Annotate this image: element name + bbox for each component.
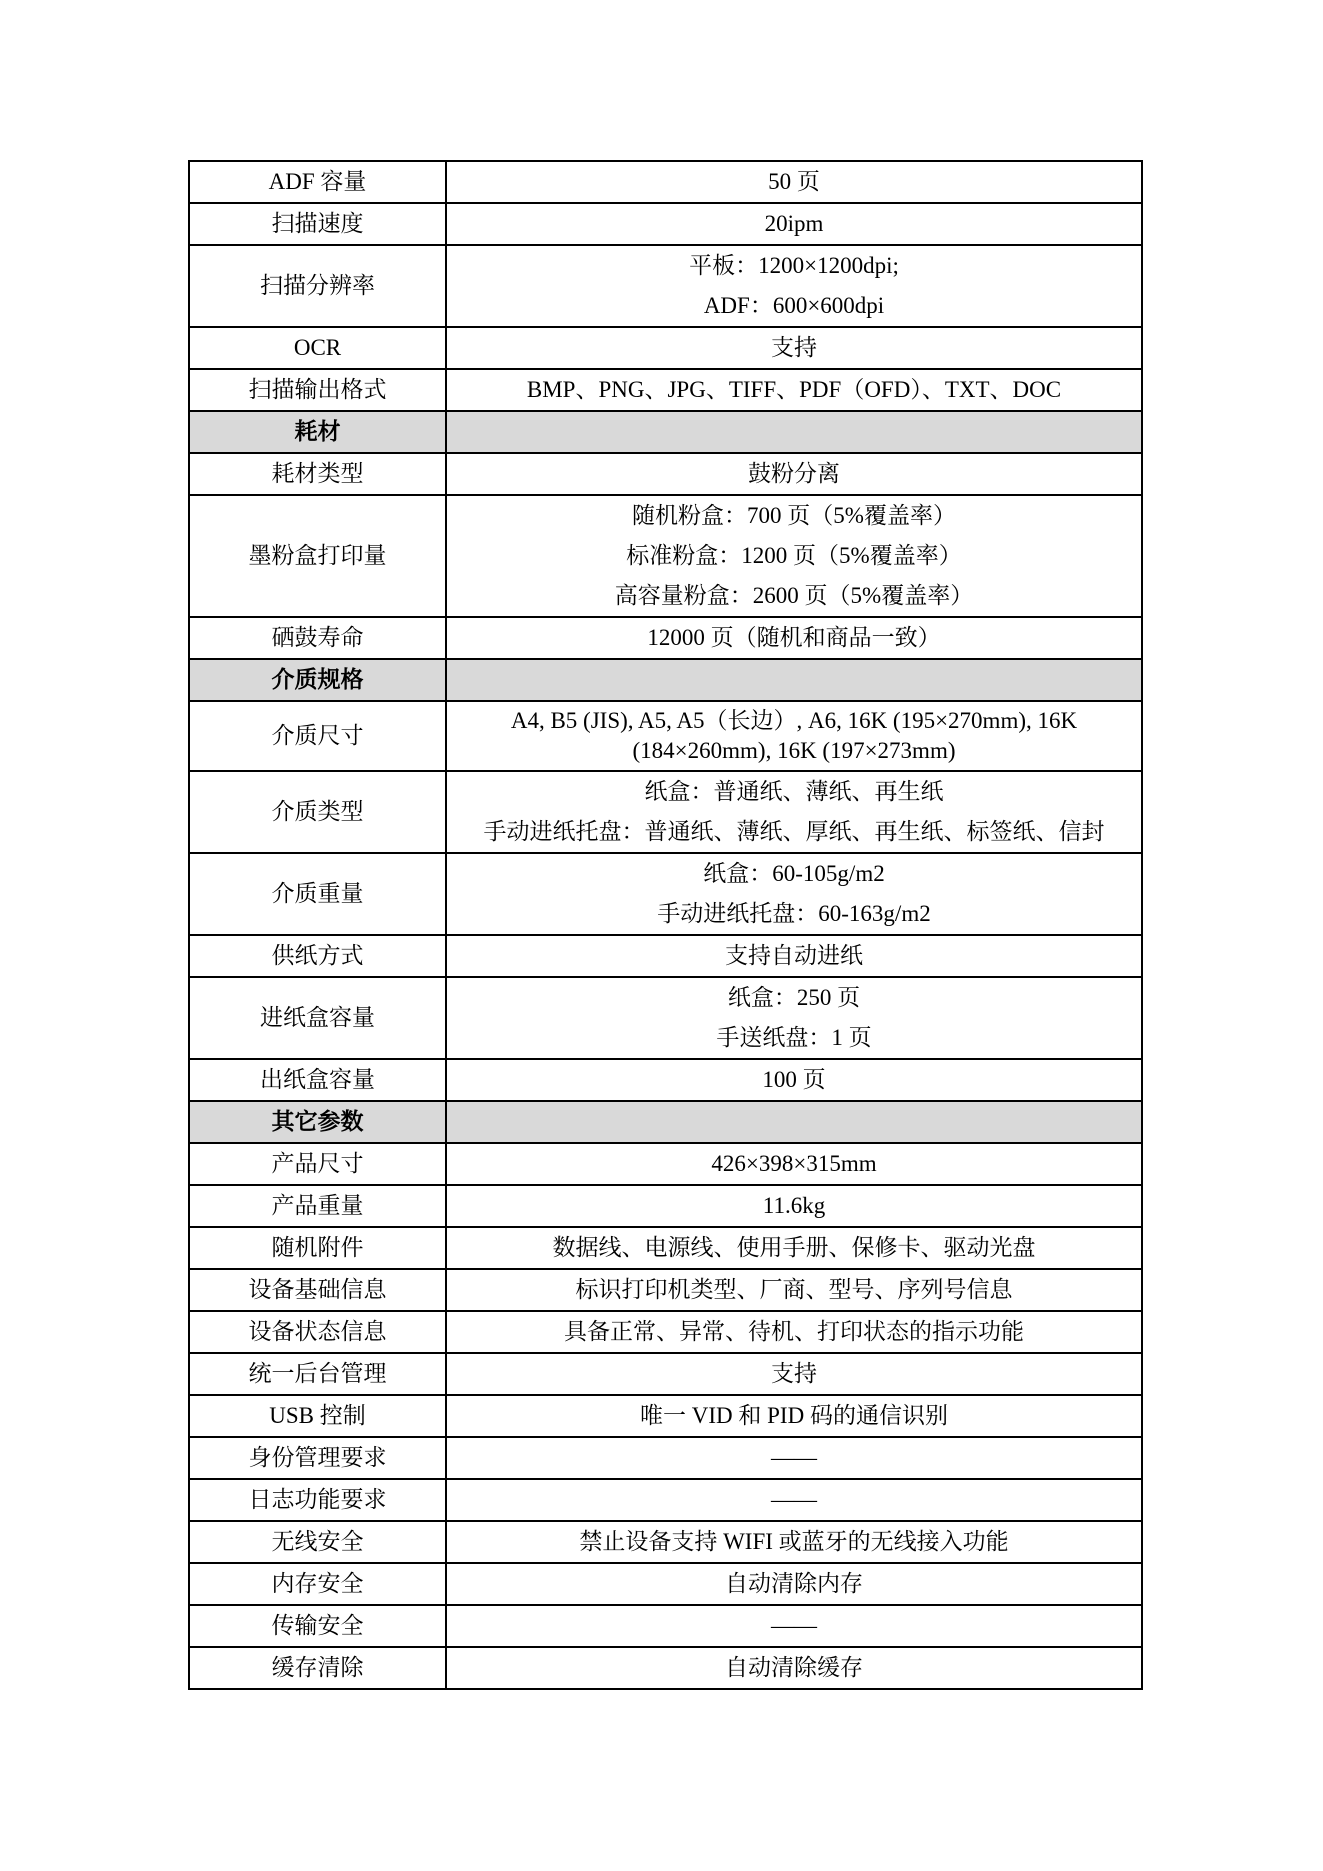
row-value	[446, 245, 1142, 327]
value-line: 20ipm	[764, 211, 824, 236]
row-value	[446, 1563, 1142, 1605]
table-row	[189, 1563, 1142, 1605]
table-row	[189, 853, 1142, 935]
table-row	[189, 617, 1142, 659]
row-value	[446, 1143, 1142, 1185]
row-label: OCR	[189, 327, 446, 369]
row-value	[446, 1227, 1142, 1269]
row-value	[446, 977, 1142, 1059]
row-label: 设备基础信息	[189, 1269, 446, 1311]
table-row	[189, 1185, 1142, 1227]
value-line: 纸盒：250 页	[727, 985, 861, 1010]
document-page	[188, 160, 1141, 1690]
row-value	[446, 1395, 1142, 1437]
value-line: 手动进纸托盘：普通纸、薄纸、厚纸、再生纸、标签纸、信封	[483, 819, 1105, 844]
row-label: 供纸方式	[189, 935, 446, 977]
table-row	[189, 453, 1142, 495]
value-line: 11.6kg	[762, 1193, 826, 1218]
row-label: 硒鼓寿命	[189, 617, 446, 659]
table-row	[189, 1353, 1142, 1395]
row-label: 扫描输出格式	[189, 369, 446, 411]
table-row	[189, 935, 1142, 977]
row-value	[446, 853, 1142, 935]
row-label: 介质尺寸	[189, 701, 446, 771]
table-row	[189, 161, 1142, 203]
value-line: ADF：600×600dpi	[703, 293, 885, 318]
table-row	[189, 1311, 1142, 1353]
row-label: USB 控制	[189, 1395, 446, 1437]
table-row	[189, 1521, 1142, 1563]
value-line: ——	[771, 1487, 817, 1512]
value-line: 标准粉盒：1200 页（5%覆盖率）	[626, 543, 962, 568]
value-line: 高容量粉盒：2600 页（5%覆盖率）	[614, 583, 974, 608]
row-value	[446, 935, 1142, 977]
section-header-row	[189, 411, 1142, 453]
row-value	[446, 453, 1142, 495]
table-row	[189, 369, 1142, 411]
table-row	[189, 1143, 1142, 1185]
value-line: 平板：1200×1200dpi;	[689, 253, 899, 278]
row-value	[446, 1479, 1142, 1521]
table-row	[189, 245, 1142, 327]
value-line: 标识打印机类型、厂商、型号、序列号信息	[575, 1277, 1013, 1302]
section-header-row	[189, 1101, 1142, 1143]
row-label: 介质重量	[189, 853, 446, 935]
row-value	[446, 161, 1142, 203]
value-line: 唯一 VID 和 PID 码的通信识别	[640, 1403, 948, 1428]
section-title: 其它参数	[189, 1101, 446, 1143]
row-value	[446, 1605, 1142, 1647]
section-title: 耗材	[189, 411, 446, 453]
row-label: ADF 容量	[189, 161, 446, 203]
table-row	[189, 1647, 1142, 1689]
value-line: A4, B5 (JIS), A5, A5（长边）, A6, 16K (195×270mm), 16K (184×260mm), 16K (197×273mm)	[510, 708, 1078, 763]
value-line: ——	[771, 1445, 817, 1470]
section-empty-cell	[446, 411, 1142, 453]
table-row	[189, 1269, 1142, 1311]
row-label: 进纸盒容量	[189, 977, 446, 1059]
row-value	[446, 327, 1142, 369]
row-label: 内存安全	[189, 1563, 446, 1605]
value-line: 纸盒：普通纸、薄纸、再生纸	[644, 779, 944, 804]
row-value	[446, 771, 1142, 853]
value-line: 数据线、电源线、使用手册、保修卡、驱动光盘	[552, 1235, 1036, 1260]
row-value	[446, 1353, 1142, 1395]
value-line: 12000 页（随机和商品一致）	[647, 625, 941, 650]
row-label: 扫描速度	[189, 203, 446, 245]
table-row	[189, 977, 1142, 1059]
spec-table	[188, 160, 1143, 1690]
row-value	[446, 1437, 1142, 1479]
row-label: 传输安全	[189, 1605, 446, 1647]
row-value	[446, 1059, 1142, 1101]
row-value	[446, 701, 1142, 771]
value-line: 具备正常、异常、待机、打印状态的指示功能	[564, 1319, 1024, 1344]
row-label: 身份管理要求	[189, 1437, 446, 1479]
value-line: 支持自动进纸	[725, 943, 863, 968]
table-row	[189, 1395, 1142, 1437]
row-value	[446, 1521, 1142, 1563]
table-row	[189, 701, 1142, 771]
row-label: 产品重量	[189, 1185, 446, 1227]
row-value	[446, 1185, 1142, 1227]
value-line: 手送纸盘：1 页	[716, 1025, 872, 1050]
table-row	[189, 203, 1142, 245]
row-label: 墨粉盒打印量	[189, 495, 446, 617]
row-label: 无线安全	[189, 1521, 446, 1563]
row-value	[446, 1269, 1142, 1311]
value-line: BMP、PNG、JPG、TIFF、PDF（OFD）、TXT、DOC	[526, 377, 1062, 402]
spec-table-body	[189, 161, 1142, 1689]
value-line: 支持	[771, 1361, 817, 1386]
table-row	[189, 1437, 1142, 1479]
row-label: 统一后台管理	[189, 1353, 446, 1395]
value-line: 禁止设备支持 WIFI 或蓝牙的无线接入功能	[579, 1529, 1009, 1554]
value-line: ——	[771, 1613, 817, 1638]
value-line: 100 页	[762, 1067, 826, 1092]
row-label: 介质类型	[189, 771, 446, 853]
table-row	[189, 771, 1142, 853]
row-label: 耗材类型	[189, 453, 446, 495]
table-row	[189, 327, 1142, 369]
table-row	[189, 1605, 1142, 1647]
table-row	[189, 1479, 1142, 1521]
row-value	[446, 369, 1142, 411]
row-value	[446, 1311, 1142, 1353]
row-value	[446, 617, 1142, 659]
row-value	[446, 203, 1142, 245]
row-value	[446, 495, 1142, 617]
section-empty-cell	[446, 1101, 1142, 1143]
row-label: 随机附件	[189, 1227, 446, 1269]
value-line: 50 页	[768, 169, 820, 194]
value-line: 鼓粉分离	[748, 461, 840, 486]
value-line: 手动进纸托盘：60-163g/m2	[657, 901, 931, 926]
table-row	[189, 1059, 1142, 1101]
table-row	[189, 495, 1142, 617]
section-empty-cell	[446, 659, 1142, 701]
row-label: 产品尺寸	[189, 1143, 446, 1185]
value-line: 纸盒：60-105g/m2	[703, 861, 885, 886]
value-line: 支持	[771, 335, 817, 360]
row-label: 日志功能要求	[189, 1479, 446, 1521]
value-line: 自动清除缓存	[725, 1655, 863, 1680]
value-line: 随机粉盒：700 页（5%覆盖率）	[632, 503, 956, 528]
row-label: 出纸盒容量	[189, 1059, 446, 1101]
section-title: 介质规格	[189, 659, 446, 701]
row-label: 扫描分辨率	[189, 245, 446, 327]
value-line: 自动清除内存	[725, 1571, 863, 1596]
section-header-row	[189, 659, 1142, 701]
row-label: 缓存清除	[189, 1647, 446, 1689]
table-row	[189, 1227, 1142, 1269]
row-value	[446, 1647, 1142, 1689]
value-line: 426×398×315mm	[711, 1151, 877, 1176]
row-label: 设备状态信息	[189, 1311, 446, 1353]
